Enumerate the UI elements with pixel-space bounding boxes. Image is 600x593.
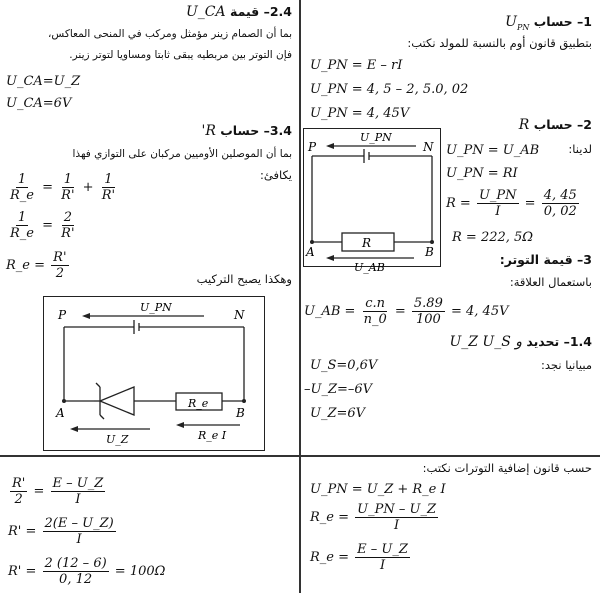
circuit-1 xyxy=(304,129,440,274)
s34-text1: بما أن الموصلين الأوميين مركبان على التوازي فهذا xyxy=(72,148,292,160)
s2-eq4: R = 222, 5Ω xyxy=(452,230,534,245)
c2-label-a: A xyxy=(56,406,65,420)
s34-f1: $\frac{1}{R\_e}$ = $\frac{1}{R'}$ + $\frac{1}{R'}$ xyxy=(10,172,116,203)
s1-eq3: U_PN = 4, 45V xyxy=(310,106,410,121)
c2-label-b: B xyxy=(236,406,245,420)
br-eq2: R_e = $\frac{U\_PN - U\_Z}{I}$ xyxy=(310,502,436,533)
c1-label-n: N xyxy=(423,140,434,154)
c2-label-p: P xyxy=(58,308,67,322)
s34-text2: يكافئ: xyxy=(259,168,292,182)
vertical-divider xyxy=(299,0,301,593)
br-eq3: R_e = $\frac{E - U\_Z}{I}$ xyxy=(310,542,408,573)
s4-eq2: –U_Z=–6V xyxy=(304,382,373,397)
s2-eq2: U_PN = RI xyxy=(446,166,518,181)
s3-eq: U_AB = $\frac{c.n}{n\_0}$ = $\frac{5.89}{100}$ = 4, 45V xyxy=(304,296,509,327)
s34-f2: $\frac{1}{R\_e}$ = $\frac{2}{R'}$ xyxy=(10,210,75,241)
bl-eq3: R' = $\frac{2 (12 - 6)}{0, 12}$ = 100Ω xyxy=(8,556,166,587)
s24-text2: فإن التوتر بين مربطيه يبقى ثابتا ومساويا لتوتر زينر. xyxy=(69,49,292,61)
c1-label-p: P xyxy=(308,140,317,154)
c1-label-upn: U_PN xyxy=(360,131,392,144)
s1-eq2: U_PN = 4, 5 – 2, 5.0, 02 xyxy=(310,82,469,97)
br-text: حسب قانون إضافية التوترات نكتب: xyxy=(422,461,592,475)
s24-eq1: U_CA=U_Z xyxy=(6,74,81,89)
s34-text3: وهكذا يصبح التركيب xyxy=(196,272,292,286)
s2-text: لدينا: xyxy=(568,142,592,156)
s34-f3: R_e = $\frac{R'}{2}$ xyxy=(6,250,67,281)
s4-title: 1.4– تحديد و U_Z U_S xyxy=(449,334,592,350)
s3-title: 3– قيمة التوتر: xyxy=(499,252,592,267)
s3-text: باستعمال العلاقة: xyxy=(509,275,592,289)
c2-label-n: N xyxy=(234,308,245,322)
s1-eq1: U_PN = E – rI xyxy=(310,58,403,73)
s24-eq2: U_CA=6V xyxy=(6,96,72,111)
c2-label-rei: R_e I xyxy=(198,429,227,442)
bl-eq1: $\frac{R'}{2}$ = $\frac{E - U\_Z}{I}$ xyxy=(12,476,104,507)
s24-text1: بما أن الصمام زينر مؤمثل ومركب في المنحى المعاكس، xyxy=(48,28,292,40)
horizontal-divider xyxy=(0,455,600,457)
s2-title: 2– حساب R xyxy=(518,117,592,133)
s24-title: 2.4– قيمة U_CA xyxy=(186,4,292,20)
s1-text: بتطبيق قانون أوم بالنسبة للمولد نكتب: xyxy=(407,36,592,50)
s1-title: 1– حساب $U_{PN}$ xyxy=(505,14,592,32)
br-eq1: U_PN = U_Z + R_e I xyxy=(310,482,446,497)
c1-label-r: R xyxy=(362,236,372,250)
s4-text: مبيانيا نجد: xyxy=(541,358,592,372)
s4-eq3: U_Z=6V xyxy=(310,406,366,421)
s2-eq1: U_PN = U_AB xyxy=(446,143,540,158)
c2-label-uz: U_Z xyxy=(106,433,129,446)
s2-eq3: R = $\frac{U\_PN}{I}$ = $\frac{4, 45}{0, 02}$ xyxy=(446,188,577,219)
bl-eq2: R' = $\frac{2(E - U\_Z)}{I}$ xyxy=(8,516,114,547)
c1-label-uab: U_AB xyxy=(354,261,385,274)
c1-label-b: B xyxy=(425,245,434,259)
s34-title: 3.4– حساب R' xyxy=(201,123,292,139)
c2-label-upn: U_PN xyxy=(140,301,172,314)
c2-label-re: R_e xyxy=(188,397,209,410)
circuit-2 xyxy=(44,297,264,450)
s4-eq1: U_S=0,6V xyxy=(310,358,378,373)
c1-label-a: A xyxy=(306,245,315,259)
